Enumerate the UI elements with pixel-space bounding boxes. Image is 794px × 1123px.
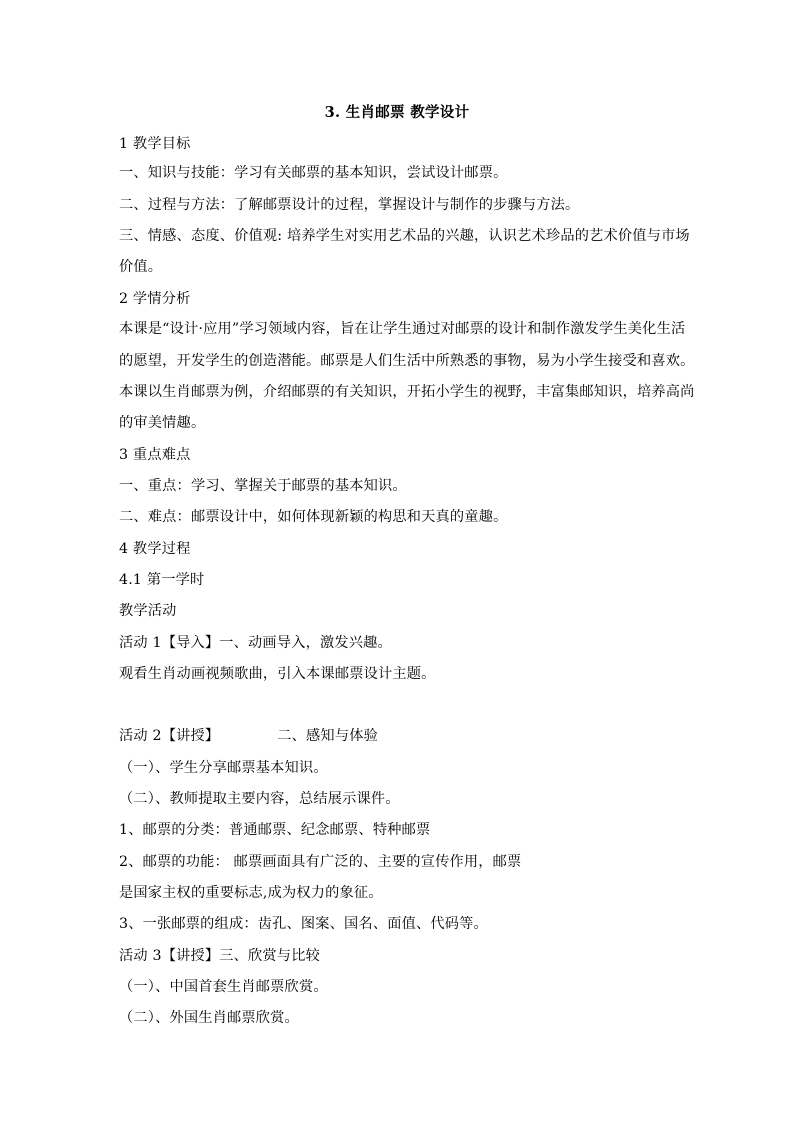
subsection-first-period: 4.1 第一学时 — [119, 572, 205, 588]
document-title: 3. 生肖邮票 教学设计 — [324, 104, 470, 121]
objective-emotion: 三、情感、态度、价值观: 培养学生对实用艺术品的兴趣，认识艺术珍品的艺术价值与市场 — [119, 228, 690, 244]
keypoint-difficulty: 二、难点：邮票设计中，如何体现新颖的构思和天真的童趣。 — [119, 509, 508, 525]
activity-2-title: 二、感知与体验 — [277, 728, 378, 744]
stamp-function: 2、邮票的功能： 邮票画面具有广泛的、主要的宣传作用，邮票 — [119, 854, 522, 870]
objective-process: 二、过程与方法：了解邮票设计的过程，掌握设计与制作的步骤与方法。 — [119, 197, 580, 213]
activity-1-text: 观看生肖动画视频歌曲，引入本课邮票设计主题。 — [119, 666, 436, 682]
activity-2-heading — [119, 725, 679, 747]
analysis-paragraph-line: 的愿望，开发学生的创造潜能。邮票是人们生活中所熟悉的事物，易为小学生接受和喜欢。 — [119, 353, 695, 369]
activity-2-step: （一）、学生分享邮票基本知识。 — [119, 760, 328, 776]
analysis-paragraph-line: 本课是“设计·应用”学习领域内容，旨在让学生通过对邮票的设计和制作激发学生美化生活 — [119, 321, 686, 337]
section-heading-keypoints: 3 重点难点 — [119, 447, 191, 463]
section-heading-process: 4 教学过程 — [119, 541, 191, 557]
stamp-classification: 1、邮票的分类：普通邮票、纪念邮票、特种邮票 — [119, 822, 431, 838]
keypoint-focus: 一、重点：学习、掌握关于邮票的基本知识。 — [119, 478, 407, 494]
stamp-function-cont: 是国家主权的重要标志,成为权力的象征。 — [119, 885, 383, 901]
objective-emotion-cont: 价值。 — [119, 259, 163, 275]
activity-1-heading: 活动 1【导入】一、动画导入，激发兴趣。 — [119, 635, 392, 651]
section-heading-analysis: 2 学情分析 — [119, 291, 191, 307]
stamp-composition: 3、一张邮票的组成：齿孔、图案、国名、面值、代码等。 — [119, 916, 488, 932]
teaching-activities-label: 教学活动 — [119, 603, 177, 619]
analysis-paragraph-line: 的审美情趣。 — [119, 415, 206, 431]
activity-3-step: （二）、外国生肖邮票欣赏。 — [119, 1010, 299, 1026]
objective-knowledge: 一、知识与技能：学习有关邮票的基本知识，尝试设计邮票。 — [119, 165, 508, 181]
activity-2-step: （二）、教师提取主要内容，总结展示课件。 — [119, 791, 400, 807]
activity-3-heading: 活动 3【讲授】三、欣赏与比较 — [119, 948, 320, 964]
analysis-paragraph-line: 本课以生肖邮票为例，介绍邮票的有关知识，开拓小学生的视野，丰富集邮知识，培养高尚 — [119, 384, 695, 400]
activity-2-label: 活动 2【讲授】 — [119, 728, 220, 744]
activity-3-step: （一）、中国首套生肖邮票欣赏。 — [119, 979, 328, 995]
section-heading-objectives: 1 教学目标 — [119, 136, 191, 152]
